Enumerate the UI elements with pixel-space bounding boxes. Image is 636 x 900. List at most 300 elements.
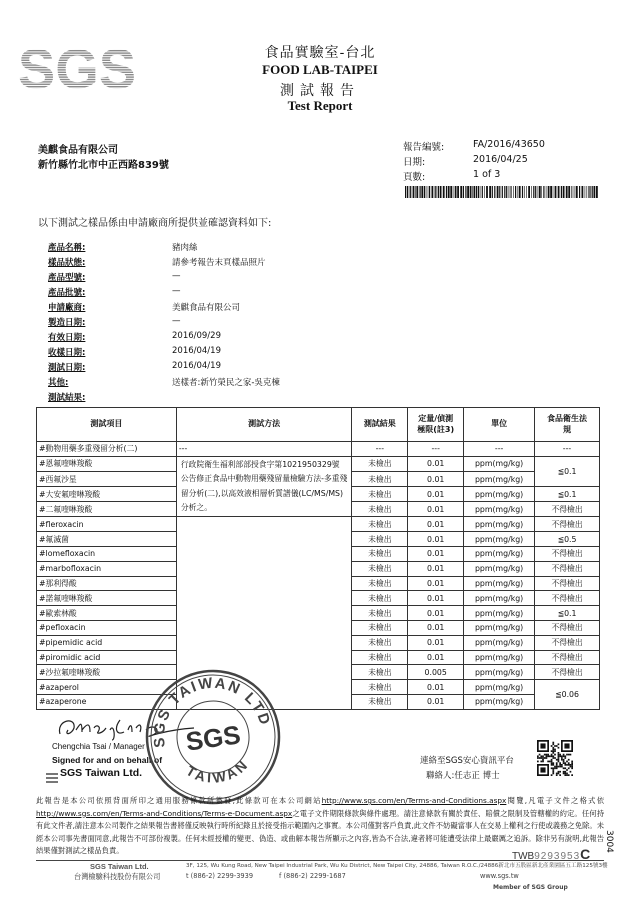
barcode-bar: [538, 186, 539, 198]
barcode-bar: [416, 186, 418, 198]
result-value: 未檢出: [352, 487, 408, 502]
side-number: 3004: [604, 830, 614, 853]
qr-cell: [556, 759, 558, 761]
loq-value: 0.01: [408, 621, 464, 636]
qr-cell: [542, 759, 544, 761]
serial-suffix: C: [580, 846, 591, 862]
qr-cell: [540, 767, 545, 772]
barcode-bar: [492, 186, 493, 198]
qr-cell: [566, 764, 568, 766]
qr-cell: [551, 750, 553, 752]
qr-cell: [552, 762, 554, 764]
barcode-bar: [533, 186, 534, 198]
barcode-bar: [526, 186, 527, 198]
footer-phone: [186, 872, 346, 880]
barcode-bar: [515, 186, 516, 198]
qr-cell: [568, 754, 570, 756]
loq-value: 0.01: [408, 487, 464, 502]
qr-cell: [559, 755, 561, 757]
analyte-name: #恩氟喹啉羧酸: [37, 456, 177, 471]
barcode-bar: [573, 186, 574, 198]
qr-cell: [552, 747, 554, 749]
regulatory-limit: ≦0.1: [535, 487, 600, 502]
field-label-8: 測試日期:: [48, 363, 86, 373]
result-value: 未檢出: [352, 591, 408, 606]
analyte-name: #azaperol: [37, 680, 177, 695]
qr-cell: [559, 766, 561, 768]
barcode-bar: [506, 186, 507, 198]
report-title-zh: 測試報告: [280, 83, 360, 99]
barcode-bar: [571, 186, 572, 198]
footer-fax: f (886-2) 2299-1687: [279, 872, 346, 880]
qr-cell: [556, 773, 558, 775]
regulatory-limit: 不得檢出: [535, 561, 600, 576]
qr-cell: [552, 750, 554, 752]
footer-website[interactable]: www.sgs.tw: [480, 872, 519, 880]
unit-value: ppm(mg/kg): [464, 635, 535, 650]
barcode-bar: [484, 186, 485, 198]
group-method: ---: [176, 442, 352, 457]
qr-cell: [561, 755, 563, 757]
qr-cell: [547, 754, 549, 756]
analyte-name: #二氟喹啉羧酸: [37, 502, 177, 517]
disclaimer-part3: 之電子文件期限條款與條件處理。請注意條款有關於責任、賠償之限制及管轄權的約定。任何持有此文件者,請注意本公司製作之結果報告書將僅反映執行時所紀錄且於接受指示範圍內之事實。本公司僅對客戶負責,此文件不妨礙當事人在交易上權利之行使或義務之免除。未經本公司事先書面同意,此報告不可部份複製。任何未經授權的變更、偽造、或曲解本報告所顯示之內容,皆為不合法,違者將可能遭受法律上最嚴厲之追訴。除非另有說明,此報告結果僅對測試之樣品負責。: [36, 808, 604, 856]
qr-cell: [537, 757, 539, 759]
result-value: 未檢出: [352, 621, 408, 636]
result-value: 未檢出: [352, 517, 408, 532]
analyte-name: #諾氟喹啉羧酸: [37, 591, 177, 606]
loq-value: 0.01: [408, 561, 464, 576]
svg-text:SGS: SGS: [183, 719, 243, 757]
qr-cell: [554, 750, 556, 752]
qr-cell: [563, 767, 565, 769]
result-value: 未檢出: [352, 576, 408, 591]
qr-cell: [570, 771, 572, 773]
qr-cell: [571, 764, 573, 766]
qr-cell: [551, 745, 553, 747]
barcode-bar: [548, 186, 550, 198]
field-value-2: —: [172, 271, 181, 281]
qr-cell: [558, 766, 560, 768]
svg-text:SGS TAIWAN LTD.: SGS TAIWAN LTD.: [150, 674, 274, 749]
field-value-6: 2016/09/29: [172, 331, 221, 341]
qr-cell: [566, 773, 568, 775]
analyte-name: #pefloxacin: [37, 621, 177, 636]
qr-cell: [570, 764, 572, 766]
loq-value: 0.01: [408, 517, 464, 532]
barcode-bar: [585, 186, 586, 198]
result-value: 未檢出: [352, 456, 408, 471]
barcode-bar: [437, 186, 438, 198]
qr-cell: [563, 754, 565, 756]
regulatory-limit: ≦0.1: [535, 456, 600, 486]
barcode-bar: [558, 186, 560, 198]
qr-cell: [542, 755, 544, 757]
lab-name-zh: 食品實驗室-台北: [264, 45, 376, 61]
group-limit: ---: [535, 442, 600, 457]
unit-value: ppm(mg/kg): [464, 532, 535, 547]
qr-cell: [563, 771, 565, 773]
report-number-label: 報告編號:: [403, 142, 445, 153]
analyte-name: #pipemidic acid: [37, 635, 177, 650]
barcode-bar: [489, 186, 491, 198]
barcode-bar: [429, 186, 430, 198]
col-header-item: 測試項目: [37, 408, 177, 442]
field-label-6: 有效日期:: [48, 333, 86, 343]
qr-cell: [554, 767, 556, 769]
result-value: 未檢出: [352, 502, 408, 517]
barcode-bar: [553, 186, 554, 198]
col-header-method: 測試方法: [176, 408, 352, 442]
unit-value: ppm(mg/kg): [464, 680, 535, 695]
barcode-bar: [499, 186, 500, 198]
sgs-logo: [18, 38, 136, 96]
qr-cell: [566, 774, 568, 776]
regulatory-limit: ≦0.5: [535, 532, 600, 547]
barcode-bar: [420, 186, 421, 198]
qr-cell: [556, 767, 558, 769]
signed-for-text: Signed for and on behalf of: [52, 755, 163, 765]
terms-link[interactable]: http://www.sgs.com/en/Terms-and-Conditions.aspx: [321, 796, 507, 805]
col-header-loq: [408, 408, 464, 442]
report-pages: [403, 169, 501, 183]
qr-cell: [556, 774, 558, 776]
qr-cell: [564, 757, 566, 759]
unit-value: ppm(mg/kg): [464, 650, 535, 665]
qr-cell: [540, 743, 545, 748]
regulatory-limit: 不得檢出: [535, 635, 600, 650]
col-header-loq-line2: 極限(註3): [417, 424, 455, 434]
qr-cell: [564, 755, 566, 757]
barcode-bar: [421, 186, 423, 198]
field-value-1: 請參考報告末頁樣品照片: [172, 258, 266, 268]
qr-cell: [552, 757, 554, 759]
qr-cell: [537, 755, 539, 757]
barcode-bar: [448, 186, 450, 198]
barcode-bar: [555, 186, 557, 198]
qr-cell: [554, 745, 556, 747]
loq-value: 0.01: [408, 591, 464, 606]
qr-cell: [566, 754, 568, 756]
field-label-2: 產品型號:: [48, 273, 86, 283]
field-label-1: 樣品狀態:: [48, 258, 86, 268]
qr-cell: [542, 757, 544, 759]
report-pages-label: 頁數:: [403, 172, 426, 183]
loq-value: 0.01: [408, 576, 464, 591]
qr-cell: [571, 762, 573, 764]
result-value: 未檢出: [352, 650, 408, 665]
result-value: 未檢出: [352, 635, 408, 650]
footer-brand-zh: 台灣檢驗科技股份有限公司: [74, 872, 161, 881]
barcode-bar: [446, 186, 447, 198]
barcode-bar: [518, 186, 519, 198]
field-label-7: 收樣日期:: [48, 348, 86, 358]
qr-cell: [568, 762, 570, 764]
e-document-terms-link[interactable]: http://www.sgs.com/en/Terms-and-Conditions/Terms-e-Document.aspx: [36, 808, 293, 818]
col-header-loq-line1: 定量/偵測: [418, 414, 454, 424]
barcode-bar: [522, 186, 523, 198]
barcode-bar: [409, 186, 410, 198]
qr-cell: [544, 754, 546, 756]
client-address: 新竹縣竹北市中正西路839號: [38, 160, 169, 171]
loq-value: 0.005: [408, 665, 464, 680]
barcode-bar: [575, 186, 576, 198]
barcode-bar: [561, 186, 562, 198]
qr-cell: [563, 759, 565, 761]
barcode-bar: [463, 186, 464, 198]
barcode-bar: [543, 186, 544, 198]
barcode-bar: [576, 186, 578, 198]
unit-value: ppm(mg/kg): [464, 591, 535, 606]
qr-cell: [552, 743, 554, 745]
intro-text: 以下測試之樣品係由申請廠商所提供並確認資料如下:: [38, 218, 272, 229]
analyte-name: #大安氟喹啉羧酸: [37, 487, 177, 502]
result-value: 未檢出: [352, 606, 408, 621]
result-value: 未檢出: [352, 695, 408, 710]
results-table: [36, 407, 600, 710]
unit-value: ppm(mg/kg): [464, 695, 535, 710]
field-value-8: 2016/04/19: [172, 361, 221, 371]
test-method: 行政院衛生福利部部授食字第1021950329號公告修正食品中動物用藥殘留量檢驗方法-多重殘留分析(二),以高效液相層析質譜儀(LC/MS/MS)分析之。: [176, 456, 352, 517]
barcode-bar: [405, 186, 406, 198]
signer-name-title: Chengchia Tsai / Manager: [52, 742, 145, 751]
footer-tel: t (886-2) 2299-3939: [186, 872, 254, 880]
qr-cell: [571, 774, 573, 776]
serial-digits: 9293953: [534, 851, 581, 862]
barcode-bar: [592, 186, 593, 198]
barcode-bar: [513, 186, 514, 198]
qr-cell: [568, 759, 570, 761]
qr-code[interactable]: [537, 740, 573, 776]
analyte-name: #marbofloxacin: [37, 561, 177, 576]
barcode-bar: [470, 186, 472, 198]
loq-value: 0.01: [408, 502, 464, 517]
qr-cell: [566, 761, 568, 763]
qr-cell: [564, 771, 566, 773]
qr-cell: [571, 767, 573, 769]
report-title-en: Test Report: [287, 98, 353, 113]
qr-cell: [551, 761, 553, 763]
field-label-0: 產品名稱:: [48, 243, 86, 253]
analyte-name: #歐索林酸: [37, 606, 177, 621]
barcode-bar: [424, 186, 425, 198]
qr-cell: [552, 749, 554, 751]
qr-cell: [570, 766, 572, 768]
qr-cell: [547, 761, 549, 763]
col-header-limit-line1: 食品衛生法: [547, 414, 588, 424]
qr-cell: [558, 757, 560, 759]
barcode-bar: [502, 186, 503, 198]
barcode-bar: [474, 186, 476, 198]
barcode-bar: [541, 186, 542, 198]
group-unit: ---: [464, 442, 535, 457]
barcode-bar: [443, 186, 445, 198]
qr-cell: [552, 755, 554, 757]
barcode-bar: [478, 186, 479, 198]
barcode-bar: [509, 186, 510, 198]
barcode-bar: [438, 186, 439, 198]
qr-cell: [564, 764, 566, 766]
report-pages-value: 1 of 3: [473, 169, 501, 180]
qr-cell: [552, 742, 554, 744]
qr-cell: [566, 769, 568, 771]
qr-cell: [559, 754, 561, 756]
col-header-limit-line2: 規: [563, 424, 572, 434]
result-value: 未檢出: [352, 547, 408, 562]
client-name: 美麒食品有限公司: [38, 145, 118, 156]
qr-cell: [551, 754, 553, 756]
loq-value: 0.01: [408, 532, 464, 547]
barcode-bar: [594, 186, 596, 198]
company-seal-stamp: [138, 662, 288, 812]
barcode-bar: [539, 186, 541, 198]
qr-cell: [540, 761, 542, 763]
qr-cell: [561, 764, 563, 766]
qr-cell: [559, 774, 561, 776]
qr-cell: [571, 761, 573, 763]
qr-cell: [544, 757, 546, 759]
unit-value: ppm(mg/kg): [464, 547, 535, 562]
footer-brand: SGS Taiwan Ltd.: [90, 862, 149, 871]
barcode-bar: [410, 186, 411, 198]
footer-member: Member of SGS Group: [493, 884, 568, 891]
lab-name-en: FOOD LAB-TAIPEI: [262, 62, 378, 77]
qr-cell: [561, 766, 563, 768]
sgs-small-mark-icon: [46, 768, 58, 780]
qr-cell: [554, 757, 556, 759]
qr-cell: [571, 766, 573, 768]
barcode-bar: [486, 186, 488, 198]
field-label-5: 製造日期:: [48, 318, 86, 328]
barcode-bar: [415, 186, 416, 198]
barcode-bar: [476, 186, 477, 198]
qr-cell: [558, 761, 560, 763]
qr-cell: [556, 745, 558, 747]
loq-value: 0.01: [408, 456, 464, 471]
logo-text: SGS: [18, 38, 136, 96]
field-label-4: 申請廠商:: [48, 303, 86, 313]
barcode-bar: [568, 186, 570, 198]
analyte-name: #piromidic acid: [37, 650, 177, 665]
qr-cell: [556, 762, 558, 764]
barcode-bar: [579, 186, 580, 198]
barcode-bar: [546, 186, 547, 198]
qr-cell: [556, 766, 558, 768]
unit-value: ppm(mg/kg): [464, 456, 535, 471]
footer-address: 3F, 125, Wu Kung Road, New Taipei Industrial Park, Wu Ku District, New Taipei City, 24886, Taiwan R.O.C./24886新北市五股區新北產業園區五工路125號3樓: [186, 863, 608, 869]
report-date: [403, 154, 528, 168]
disclaimer-part2: 閱覽,凡電子文件之格式依: [506, 796, 604, 805]
field-value-7: 2016/04/19: [172, 346, 221, 356]
barcode-bar: [531, 186, 532, 198]
result-value: 未檢出: [352, 680, 408, 695]
field-label-10: 測試結果:: [48, 393, 86, 403]
loq-value: 0.01: [408, 650, 464, 665]
qr-cell: [558, 752, 560, 754]
field-value-5: —: [172, 316, 181, 326]
group-item: #動物用藥多重殘留分析(二): [37, 442, 177, 457]
qr-cell: [559, 764, 561, 766]
barcode-bar: [524, 186, 525, 198]
qr-cell: [561, 757, 563, 759]
barcode-bar: [566, 186, 568, 198]
unit-value: ppm(mg/kg): [464, 471, 535, 486]
result-value: 未檢出: [352, 471, 408, 486]
barcode-bar: [511, 186, 512, 198]
qr-cell: [558, 743, 560, 745]
regulatory-limit: 不得檢出: [535, 665, 600, 680]
regulatory-limit: 不得檢出: [535, 517, 600, 532]
qr-cell: [551, 767, 553, 769]
loq-value: 0.01: [408, 471, 464, 486]
barcode-bar: [455, 186, 457, 198]
qr-cell: [552, 764, 554, 766]
barcode-bar: [504, 186, 505, 198]
qr-cell: [546, 757, 548, 759]
qr-cell: [551, 774, 553, 776]
qr-cell: [564, 774, 566, 776]
qr-cell: [542, 761, 544, 763]
qr-cell: [564, 762, 566, 764]
qr-cell: [568, 764, 570, 766]
field-label-9: 其他:: [48, 378, 69, 388]
barcode-bar: [457, 186, 459, 198]
qr-cell: [558, 755, 560, 757]
unit-value: ppm(mg/kg): [464, 517, 535, 532]
field-value-9: 送樣者:新竹榮民之家-吳克棟: [172, 378, 280, 388]
report-number-value: FA/2016/43650: [473, 139, 545, 150]
qr-cell: [563, 762, 565, 764]
barcode-bar: [467, 186, 469, 198]
qr-cell: [539, 754, 541, 756]
qr-cell: [559, 762, 561, 764]
qr-cell: [549, 755, 551, 757]
barcode-bar: [435, 186, 436, 198]
barcode-bar: [472, 186, 473, 198]
qr-cell: [558, 773, 560, 775]
table-row: [37, 456, 600, 471]
report-date-label: 日期:: [403, 157, 426, 168]
field-value-3: —: [172, 286, 181, 296]
barcode-bar: [440, 186, 442, 198]
regulatory-limit: 不得檢出: [535, 502, 600, 517]
barcode-bar: [550, 186, 552, 198]
field-value-0: 豬肉絲: [172, 243, 198, 253]
qr-cell: [537, 761, 539, 763]
qr-cell: [540, 757, 542, 759]
barcode-bar: [587, 186, 588, 198]
barcode-bar: [596, 186, 598, 198]
qr-cell: [551, 759, 553, 761]
barcode-bar: [426, 186, 427, 198]
qr-cell: [554, 749, 556, 751]
unit-value: ppm(mg/kg): [464, 487, 535, 502]
result-value: 未檢出: [352, 532, 408, 547]
barcode-bar: [465, 186, 466, 198]
barcode-bar: [510, 186, 511, 198]
qr-cell: [561, 759, 563, 761]
regulatory-limit: 不得檢出: [535, 547, 600, 562]
unit-value: ppm(mg/kg): [464, 621, 535, 636]
qr-cell: [549, 761, 551, 763]
table-row: [37, 517, 600, 532]
unit-value: ppm(mg/kg): [464, 576, 535, 591]
qr-cell: [547, 755, 549, 757]
barcode-bar: [450, 186, 452, 198]
unit-value: ppm(mg/kg): [464, 606, 535, 621]
col-header-limit: [535, 408, 600, 442]
qr-cell: [540, 755, 542, 757]
